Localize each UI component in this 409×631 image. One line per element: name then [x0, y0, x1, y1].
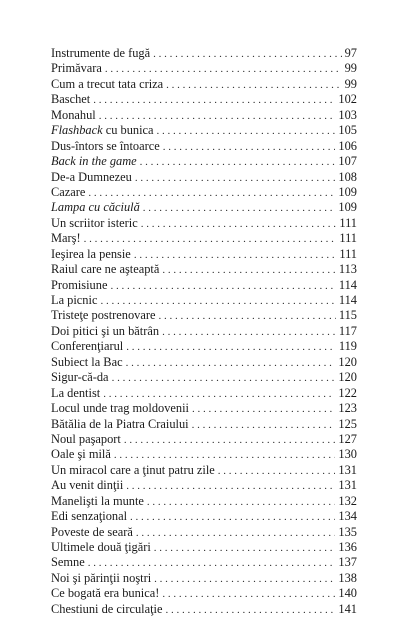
toc-entry-title: Cum a trecut tata criza	[51, 76, 164, 91]
toc-entry-leader-dots	[143, 201, 336, 216]
toc-entry-leader-dots	[134, 248, 337, 263]
toc-entry	[51, 525, 357, 540]
toc-entry-leader-dots	[93, 93, 335, 108]
toc-entry	[51, 46, 357, 61]
toc-entry	[51, 278, 357, 293]
toc-entry-title: Lampa cu căciulă	[51, 200, 140, 215]
toc-entry-leader-dots	[126, 479, 335, 494]
toc-entry-page-number: 120	[338, 370, 357, 385]
toc-entry-leader-dots	[126, 356, 336, 371]
toc-entry-title: Conferenţiarul	[51, 339, 124, 354]
toc-entry-leader-dots	[99, 109, 336, 124]
toc-entry-leader-dots	[165, 603, 335, 618]
toc-entry-page-number: 137	[338, 555, 357, 570]
toc-entry-title: Cazare	[51, 184, 86, 199]
toc-entry-leader-dots	[154, 572, 335, 587]
toc-entry	[51, 154, 357, 169]
toc-entry	[51, 401, 357, 416]
toc-entry-title: Semne	[51, 555, 85, 570]
toc-entry	[51, 447, 357, 462]
toc-entry-leader-dots	[112, 371, 336, 386]
toc-entry-leader-dots	[88, 556, 336, 571]
toc-entry-page-number: 130	[338, 447, 357, 462]
toc-entry-page-number: 99	[344, 76, 357, 91]
toc-entry	[51, 262, 357, 277]
toc-entry	[51, 293, 357, 308]
toc-entry-leader-dots	[162, 263, 336, 278]
toc-entry-leader-dots	[140, 155, 336, 170]
toc-entry-leader-dots	[105, 62, 342, 77]
toc-entry-title-italic: Flashback	[51, 123, 103, 138]
toc-entry-leader-dots	[153, 47, 342, 62]
toc-entry-title: Ultimele două ţigări	[51, 540, 151, 554]
toc-entry-page-number: 138	[338, 570, 357, 585]
toc-entry	[51, 432, 357, 447]
toc-entry	[51, 108, 357, 123]
toc-entry-leader-dots	[135, 171, 336, 186]
toc-entry-leader-dots	[100, 294, 335, 309]
toc-entry-page-number: 108	[338, 169, 357, 184]
toc-entry-page-number: 120	[338, 354, 357, 369]
toc-entry-page-number: 117	[338, 323, 357, 338]
toc-entry-title: Doi pitici şi un bătrân	[51, 323, 160, 338]
toc-entry-page-number: 111	[339, 231, 357, 246]
toc-entry-page-number: 109	[338, 184, 357, 199]
toc-entry-title: La picnic	[51, 293, 98, 307]
toc-entry-page-number: 125	[338, 416, 357, 431]
toc-entry-leader-dots	[163, 140, 336, 155]
toc-entry-leader-dots	[84, 232, 337, 247]
toc-entry-page-number: 136	[338, 540, 357, 554]
toc-entry-title: Edi senzaţional	[51, 509, 128, 524]
toc-entry-page-number: 122	[338, 385, 357, 400]
toc-entry	[51, 139, 357, 154]
toc-entry-leader-dots	[126, 340, 336, 355]
toc-entry	[51, 586, 357, 601]
toc-entry-leader-dots	[88, 186, 335, 201]
toc-entry	[51, 463, 357, 478]
toc-entry-leader-dots	[218, 464, 336, 479]
toc-entry-leader-dots	[162, 587, 335, 602]
toc-entry-title: Subiect la Bac	[51, 354, 123, 369]
toc-entry	[51, 417, 357, 432]
toc-entry-title: Marş!	[51, 231, 81, 246]
toc-entry-page-number: 140	[338, 586, 357, 601]
toc-entry-title: Tristeţe postrenovare	[51, 308, 156, 323]
toc-entry-title: Promisiune	[51, 277, 108, 292]
toc-entry-title: Instrumente de fugă	[51, 46, 151, 60]
toc-entry-leader-dots	[157, 124, 336, 139]
toc-entry-leader-dots	[110, 279, 335, 294]
toc-entry-title-rest: cu bunica	[102, 123, 154, 138]
toc-entry-page-number: 131	[338, 478, 357, 493]
toc-entry-title: De-a Dumnezeu	[51, 169, 132, 184]
toc-entry-leader-dots	[192, 402, 335, 417]
toc-entry-page-number: 131	[338, 462, 357, 477]
toc-entry-title: Bătălia de la Piatra Craiului	[51, 416, 189, 431]
toc-entry	[51, 247, 357, 262]
toc-entry	[51, 370, 357, 385]
toc-entry-page-number: 107	[338, 154, 357, 169]
toc-entry-leader-dots	[159, 309, 336, 324]
toc-entry-leader-dots	[147, 495, 335, 510]
toc-entry-page-number: 123	[338, 401, 357, 416]
toc-entry	[51, 231, 357, 246]
toc-entry-title: La dentist	[51, 385, 101, 400]
toc-entry-page-number: 111	[339, 215, 357, 230]
toc-entry-title: Poveste de seară	[51, 524, 133, 539]
toc-entry-page-number: 114	[338, 277, 357, 292]
toc-entry-page-number: 97	[344, 46, 357, 60]
toc-entry	[51, 386, 357, 401]
toc-entry-page-number: 135	[338, 524, 357, 539]
toc-entry	[51, 185, 357, 200]
toc-entry	[51, 339, 357, 354]
toc-entry-title: Manelişti la munte	[51, 493, 144, 508]
toc-entry	[51, 555, 357, 570]
toc-entry-page-number: 115	[338, 308, 357, 323]
toc-entry	[51, 216, 357, 231]
toc-entry-leader-dots	[103, 387, 335, 402]
table-of-contents	[51, 46, 357, 617]
toc-entry-title: Ieşirea la pensie	[51, 246, 131, 261]
toc-entry	[51, 61, 357, 76]
toc-entry-leader-dots	[130, 510, 335, 525]
toc-entry-title: Primăvara	[51, 61, 102, 76]
toc-entry	[51, 602, 357, 617]
toc-entry-leader-dots	[154, 541, 336, 556]
toc-entry-title: Dus-întors se întoarce	[51, 138, 160, 153]
toc-entry-title	[51, 123, 157, 138]
toc-entry-title: Oale şi milă	[51, 447, 111, 462]
toc-entry-leader-dots	[141, 217, 337, 232]
toc-entry-page-number: 103	[338, 107, 357, 122]
toc-entry	[51, 494, 357, 509]
toc-entry-page-number: 141	[338, 601, 357, 616]
toc-entry	[51, 355, 357, 370]
toc-entry-leader-dots	[162, 325, 336, 340]
toc-entry-title: Baschet	[51, 92, 91, 107]
toc-entry	[51, 170, 357, 185]
toc-entry-page-number: 105	[338, 123, 357, 138]
toc-entry-title: Un miracol care a ţinut patru zile	[51, 462, 215, 477]
toc-entry	[51, 509, 357, 524]
toc-entry-page-number: 114	[338, 293, 357, 307]
toc-entry-page-number: 119	[338, 339, 357, 354]
toc-entry-leader-dots	[114, 448, 336, 463]
toc-entry	[51, 540, 357, 555]
toc-entry-title: Locul unde trag moldovenii	[51, 401, 189, 416]
toc-entry-title: Ce bogată era bunica!	[51, 586, 160, 601]
toc-entry-title: Sigur-că-da	[51, 370, 109, 385]
toc-entry-page-number: 99	[344, 61, 357, 76]
toc-entry-title: Noul paşaport	[51, 431, 121, 446]
toc-entry	[51, 571, 357, 586]
toc-entry	[51, 308, 357, 323]
toc-entry	[51, 92, 357, 107]
toc-entry-page-number: 106	[338, 138, 357, 153]
toc-entry-page-number: 109	[338, 200, 357, 215]
toc-entry-title: Noi şi părinţii noştri	[51, 570, 152, 585]
toc-entry-leader-dots	[124, 433, 336, 448]
toc-entry-title: Monahul	[51, 107, 96, 122]
toc-entry	[51, 324, 357, 339]
toc-entry-page-number: 111	[339, 246, 357, 261]
toc-entry-page-number: 113	[338, 262, 357, 277]
toc-entry-leader-dots	[166, 78, 341, 93]
toc-entry-page-number: 134	[338, 509, 357, 524]
toc-entry	[51, 200, 357, 215]
toc-entry-title: Raiul care ne aşteaptă	[51, 262, 160, 277]
toc-entry-page-number: 102	[338, 92, 357, 107]
toc-entry-page-number: 127	[338, 431, 357, 446]
toc-entry-leader-dots	[136, 526, 336, 541]
toc-entry-title: Back in the game	[51, 154, 137, 169]
toc-entry-leader-dots	[192, 418, 336, 433]
toc-entry	[51, 77, 357, 92]
toc-entry	[51, 123, 357, 138]
toc-entry-title: Un scriitor isteric	[51, 215, 138, 230]
toc-entry-title: Chestiuni de circulaţie	[51, 601, 163, 616]
toc-entry-title: Au venit dinţii	[51, 478, 124, 493]
toc-entry-page-number: 132	[338, 493, 357, 508]
toc-entry	[51, 478, 357, 493]
